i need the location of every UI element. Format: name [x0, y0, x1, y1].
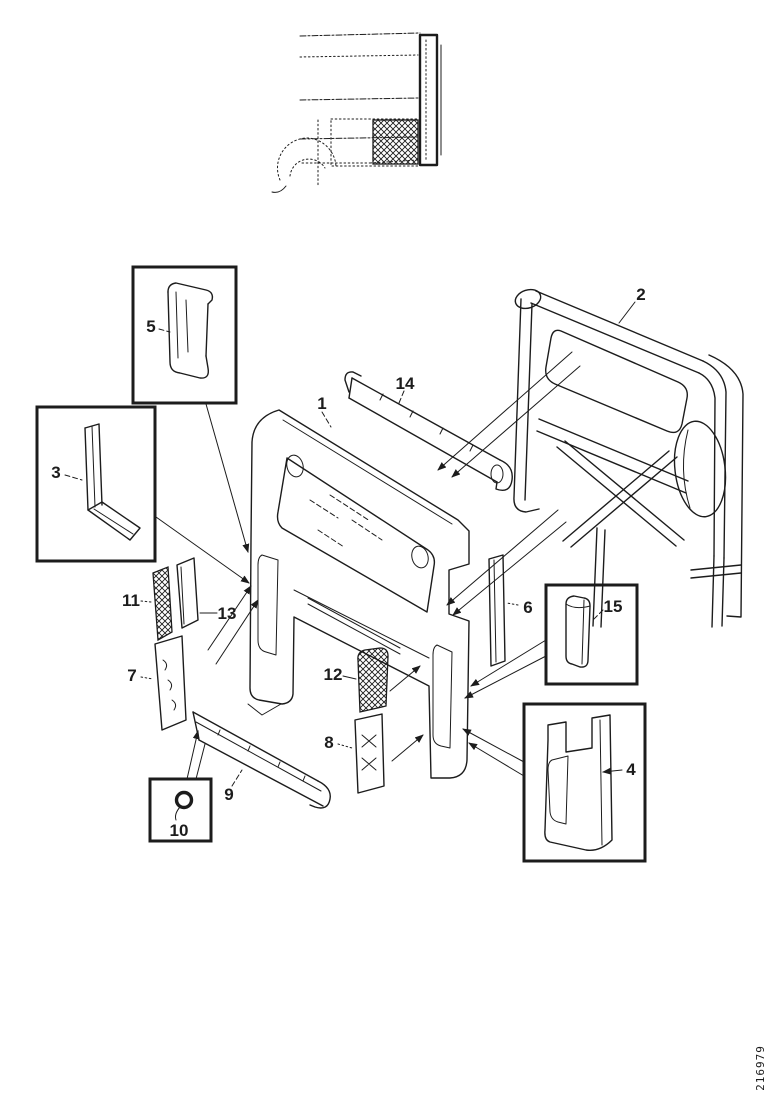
wheel-arch-inner — [290, 159, 325, 176]
install-arrow — [447, 510, 558, 605]
part-13-small-panel — [177, 558, 198, 628]
callout-leader — [619, 302, 635, 323]
strip-outline — [489, 555, 505, 666]
lower-band-slot — [308, 598, 400, 654]
part-7-lower-left-panel — [155, 636, 186, 730]
callout-4: 4 — [626, 760, 636, 779]
grille-hatched-area — [373, 120, 418, 164]
frame-left-tube — [514, 299, 539, 512]
detail-line — [176, 807, 181, 820]
detail-box-15 — [546, 585, 637, 684]
highlighted-pillar-bar — [420, 35, 437, 165]
callout-leader — [232, 770, 242, 786]
detail-box-4 — [524, 704, 645, 861]
detail-line — [600, 720, 602, 845]
install-arrow — [187, 731, 198, 779]
callout-leaders — [65, 302, 635, 786]
part-2-grille-frame — [513, 286, 743, 627]
callout-2: 2 — [636, 285, 646, 304]
callout-12: 12 — [323, 665, 343, 684]
part-5-channel — [168, 292, 208, 378]
detail-line — [193, 712, 199, 740]
detail-box-frame — [37, 407, 155, 561]
callout-leader — [141, 677, 153, 679]
callout-11: 11 — [122, 591, 140, 610]
callout-7: 7 — [127, 666, 137, 685]
drawing-number: 216979 — [754, 1045, 767, 1091]
part-5-top-cap — [168, 283, 212, 304]
callout-8: 8 — [324, 733, 334, 752]
callout-leader — [343, 676, 356, 679]
part-3-foot — [88, 502, 140, 540]
detail-line — [566, 600, 590, 664]
callout-leader — [603, 770, 622, 772]
detail-line — [196, 722, 321, 791]
install-arrow — [392, 735, 423, 761]
part-14-crossbar — [345, 372, 512, 490]
frame-headlamp-opening — [669, 418, 730, 519]
panel-hole-right — [409, 544, 430, 569]
detail-line — [362, 735, 376, 770]
frame-top-rail — [536, 291, 703, 361]
detail-line — [94, 509, 133, 534]
callout-15: 15 — [603, 597, 623, 616]
detail-line — [300, 98, 418, 100]
callout-14: 14 — [395, 374, 415, 393]
detail-line — [349, 378, 352, 398]
install-arrow — [471, 640, 546, 686]
callout-leader — [507, 603, 518, 605]
panel-hole-left — [284, 453, 305, 478]
frame-end-cap — [513, 286, 543, 311]
part-4-slot — [548, 756, 568, 824]
callout-leader — [65, 475, 82, 480]
small-panel-outline — [177, 558, 198, 628]
callout-leader — [322, 412, 331, 427]
install-arrow — [206, 404, 248, 552]
part-1-grille-surround — [248, 410, 469, 778]
callout-5: 5 — [146, 317, 156, 336]
callout-13: 13 — [217, 604, 237, 623]
left-pillar-slot — [258, 555, 278, 655]
install-arrow — [438, 352, 572, 470]
detail-line — [176, 292, 188, 358]
hatched-strip-outline — [153, 567, 172, 640]
detail-line — [92, 426, 95, 507]
detail-line — [196, 744, 205, 779]
callout-3: 3 — [51, 463, 61, 482]
detail-line — [300, 33, 420, 36]
part-9-sill-rail — [193, 712, 330, 808]
detail-line — [294, 590, 429, 658]
detail-line — [683, 430, 690, 508]
part-11-hatched-strip — [153, 567, 172, 640]
detail-line — [531, 303, 699, 373]
bar-right-block — [496, 460, 512, 490]
callout-10: 10 — [169, 821, 189, 840]
install-arrow — [453, 522, 566, 615]
right-pillar-slot — [433, 645, 452, 748]
left-pillar-foot — [248, 704, 281, 715]
detail-box-frame — [524, 704, 645, 861]
detail-line — [300, 55, 418, 57]
callout-leader — [338, 744, 352, 748]
callout-1: 1 — [317, 394, 327, 413]
callout-leader — [141, 601, 151, 602]
panel-outline — [355, 714, 384, 793]
part-8-lower-center-panel — [355, 714, 384, 793]
bar-top-edge — [352, 378, 500, 460]
callout-leader — [159, 329, 170, 332]
install-arrow — [463, 729, 524, 762]
install-arrow — [156, 517, 249, 583]
bar-bottom-edge — [349, 398, 497, 482]
callout-6: 6 — [523, 598, 533, 617]
detail-line — [163, 660, 176, 710]
panel-grille-opening — [278, 458, 435, 612]
truck-location-thumbnail — [272, 33, 441, 192]
part-10-grommet — [177, 793, 192, 808]
install-arrow — [469, 743, 524, 776]
part-12-hatched-pad — [358, 648, 388, 712]
hatched-pad-outline — [358, 648, 388, 712]
bar-end-hole — [491, 465, 503, 483]
install-arrow — [465, 656, 546, 698]
detail-line — [525, 304, 532, 500]
detail-box-frame — [546, 585, 637, 684]
install-arrow — [452, 366, 580, 477]
detail-line — [206, 304, 208, 356]
opening-scribble — [310, 495, 382, 547]
frame-crossbar — [691, 565, 741, 578]
panel-outline — [250, 410, 469, 778]
detail-line — [272, 186, 286, 192]
detail-line — [699, 373, 715, 556]
detail-box-3 — [37, 407, 155, 561]
callout-9: 9 — [224, 785, 234, 804]
detail-line — [494, 560, 496, 662]
part-6-strip — [489, 555, 505, 666]
